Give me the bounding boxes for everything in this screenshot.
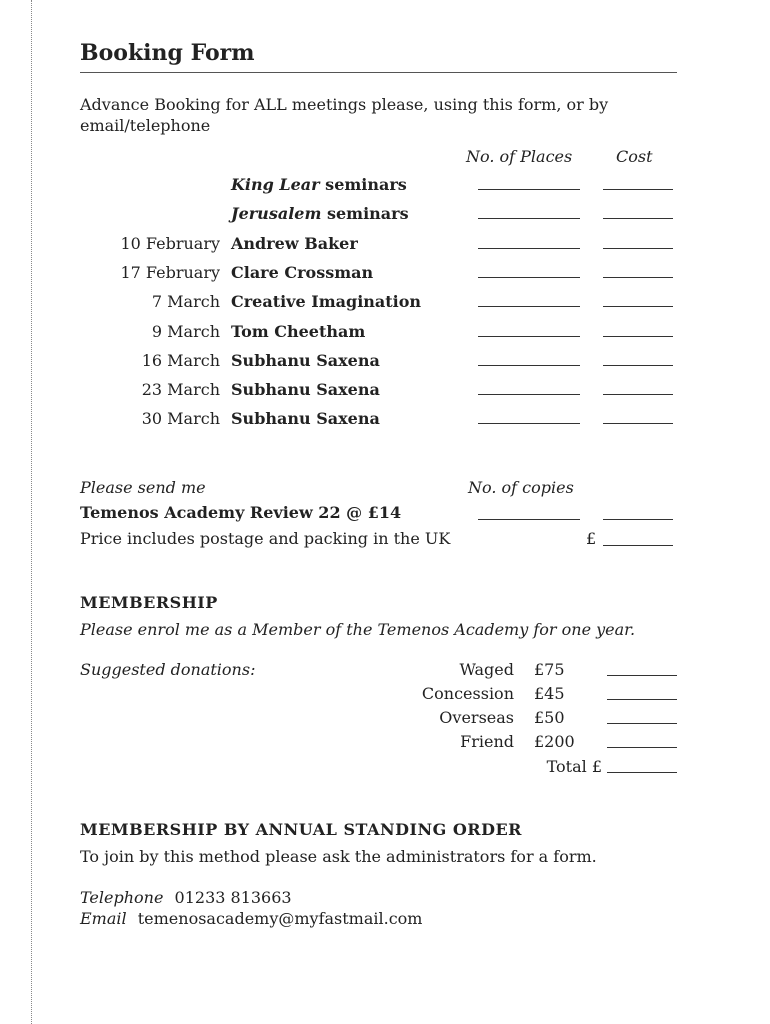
membership-option-label: Concession: [421, 684, 514, 703]
column-header-places: No. of Places: [466, 147, 573, 166]
booking-row-date: 7 March: [151, 292, 220, 311]
booking-row-title-italic: Jerusalem: [231, 204, 322, 223]
membership-option-label: Overseas: [439, 708, 514, 727]
places-entry-line[interactable]: [478, 423, 580, 424]
review-copies-line[interactable]: [478, 519, 580, 520]
telephone-label: Telephone: [80, 888, 164, 907]
booking-row-date: 9 March: [151, 322, 220, 341]
cost-entry-line[interactable]: [603, 277, 673, 278]
review-price-note: Price includes postage and packing in the UK: [80, 529, 451, 548]
membership-total-label: Total £: [546, 757, 602, 776]
email-label: Email: [80, 909, 127, 928]
booking-row-title-italic: King Lear: [231, 175, 320, 194]
booking-row-title-text: Creative Imagination: [231, 292, 422, 311]
booking-row-date: 10 February: [120, 234, 220, 253]
cost-entry-line[interactable]: [603, 423, 673, 424]
booking-row-date: 17 February: [120, 263, 220, 282]
cost-entry-line[interactable]: [603, 218, 673, 219]
booking-row-title-text: Andrew Baker: [231, 234, 358, 253]
email-value: temenosacademy@myfastmail.com: [137, 909, 423, 928]
membership-option-price: £200: [534, 732, 575, 751]
booking-row-title: [231, 351, 380, 370]
membership-heading: MEMBERSHIP: [80, 593, 218, 612]
booking-row-title-text: seminars: [319, 175, 407, 194]
membership-option-price: £75: [534, 660, 565, 679]
column-header-cost: Cost: [616, 147, 653, 166]
places-entry-line[interactable]: [478, 336, 580, 337]
membership-option-label: Friend: [460, 732, 514, 751]
booking-row-title: [231, 322, 365, 341]
review-item: Temenos Academy Review 22 @ £14: [80, 503, 402, 522]
cost-entry-line[interactable]: [603, 248, 673, 249]
review-total-line[interactable]: [603, 545, 673, 546]
email-line: [80, 909, 422, 928]
places-entry-line[interactable]: [478, 365, 580, 366]
membership-option-price: £45: [534, 684, 565, 703]
booking-row-title-text: Subhanu Saxena: [231, 351, 380, 370]
booking-row-title-text: Subhanu Saxena: [231, 380, 380, 399]
standing-order-heading: MEMBERSHIP BY ANNUAL STANDING ORDER: [80, 820, 522, 839]
places-entry-line[interactable]: [478, 189, 580, 190]
booking-row-title: [231, 234, 358, 253]
booking-row-title: [231, 175, 407, 194]
booking-row-title: [231, 292, 421, 311]
telephone-value: 01233 813663: [174, 888, 292, 907]
membership-option-line[interactable]: [607, 723, 677, 724]
review-send-label: Please send me: [80, 478, 206, 497]
booking-row-title: [231, 409, 380, 428]
title-rule: [80, 72, 677, 73]
page-edge-divider: [31, 0, 32, 1024]
booking-row-title-text: Tom Cheetham: [231, 322, 366, 341]
review-cost-line[interactable]: [603, 519, 673, 520]
places-entry-line[interactable]: [478, 306, 580, 307]
places-entry-line[interactable]: [478, 248, 580, 249]
places-entry-line[interactable]: [478, 394, 580, 395]
membership-enrol-text: Please enrol me as a Member of the Temenos Academy for one year.: [80, 620, 636, 639]
membership-option-line[interactable]: [607, 675, 677, 676]
places-entry-line[interactable]: [478, 277, 580, 278]
booking-row-title: [231, 204, 409, 223]
cost-entry-line[interactable]: [603, 365, 673, 366]
membership-option-line[interactable]: [607, 699, 677, 700]
booking-row-title: [231, 263, 373, 282]
booking-row-title-text: seminars: [321, 204, 409, 223]
membership-total-line[interactable]: [607, 772, 677, 773]
booking-form-page: [80, 0, 677, 1024]
booking-row-date: 30 March: [141, 409, 220, 428]
cost-entry-line[interactable]: [603, 189, 673, 190]
membership-suggested-label: Suggested donations:: [80, 660, 256, 679]
review-copies-label: No. of copies: [468, 478, 574, 497]
telephone-line: [80, 888, 292, 907]
booking-row-date: 16 March: [141, 351, 220, 370]
booking-row-title-text: Subhanu Saxena: [231, 409, 380, 428]
form-intro: Advance Booking for ALL meetings please, using this form, or by email/telephone: [80, 95, 609, 135]
membership-option-line[interactable]: [607, 747, 677, 748]
booking-row-title: [231, 380, 380, 399]
booking-row-title-text: Clare Crossman: [231, 263, 374, 282]
booking-row-date: 23 March: [141, 380, 220, 399]
cost-entry-line[interactable]: [603, 394, 673, 395]
cost-entry-line[interactable]: [603, 306, 673, 307]
cost-entry-line[interactable]: [603, 336, 673, 337]
form-title: Booking Form: [80, 40, 255, 66]
membership-option-price: £50: [534, 708, 565, 727]
review-currency: £: [586, 529, 597, 548]
places-entry-line[interactable]: [478, 218, 580, 219]
membership-option-label: Waged: [459, 660, 514, 679]
standing-order-text: To join by this method please ask the administrators for a form.: [80, 847, 597, 866]
